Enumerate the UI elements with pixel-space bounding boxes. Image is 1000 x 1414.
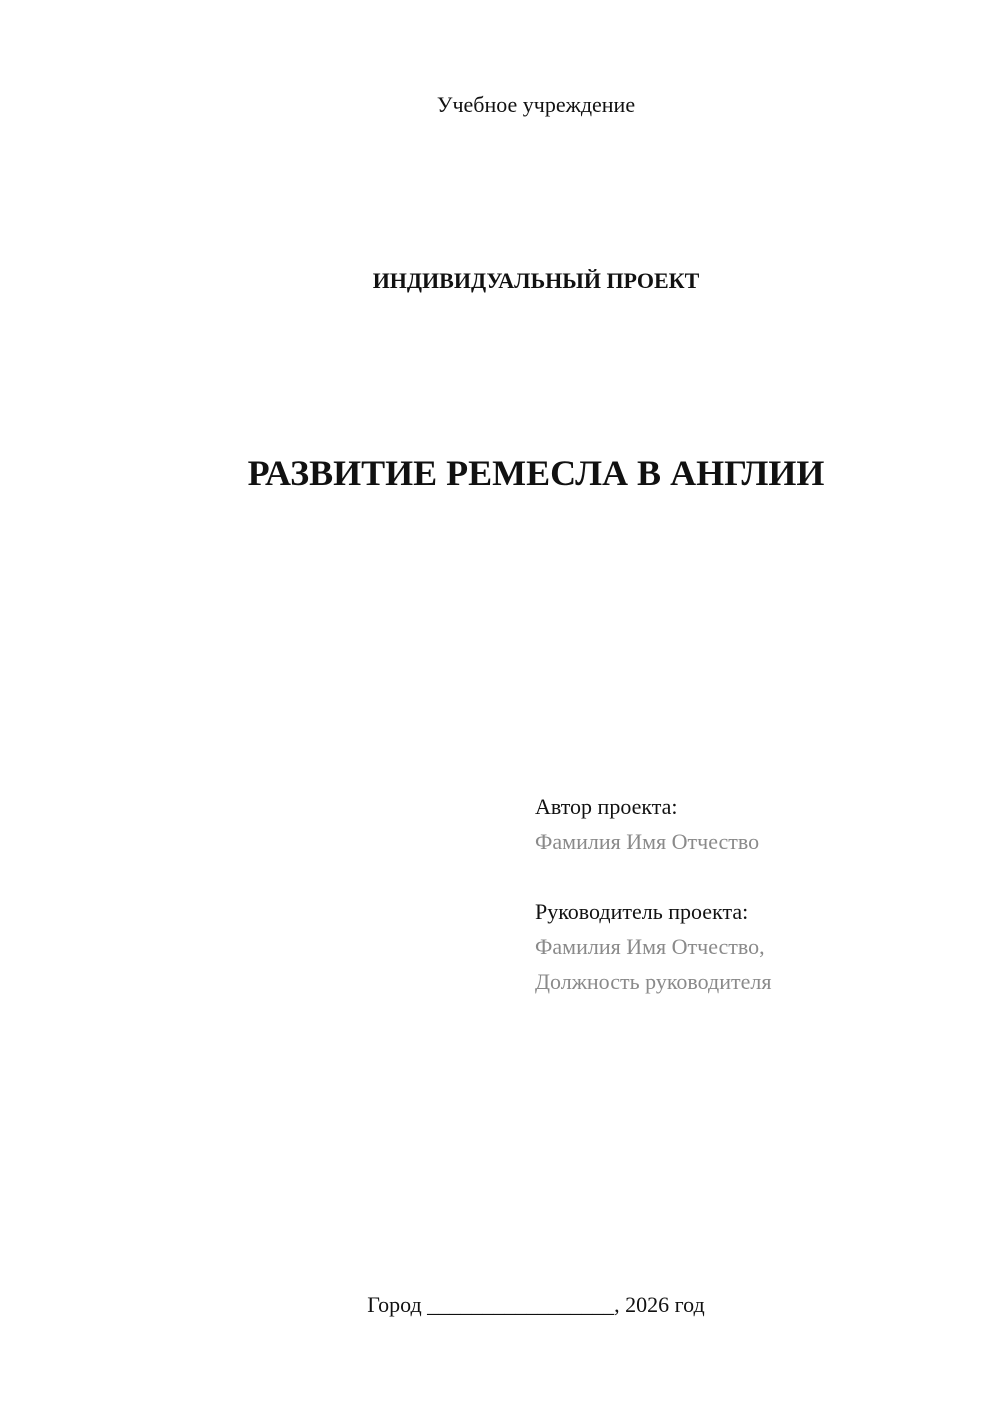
author-label: Автор проекта: <box>535 794 678 819</box>
author-name: Фамилия Имя Отчество <box>535 829 760 854</box>
document-type: ИНДИВИДУАЛЬНЫЙ ПРОЕКТ <box>372 268 700 293</box>
document-title: РАЗВИТИЕ РЕМЕСЛА В АНГЛИИ <box>247 453 825 493</box>
author-block <box>535 789 771 859</box>
supervisor-position: Должность руководителя <box>535 969 772 994</box>
supervisor-block <box>535 894 771 999</box>
institution-name: Учебное учреждение <box>436 92 636 117</box>
city-year-line: Город _________________, 2026 год <box>367 1292 705 1317</box>
credits-block <box>535 789 771 1034</box>
supervisor-name: Фамилия Имя Отчество, <box>535 934 765 959</box>
supervisor-label: Руководитель проекта: <box>535 899 749 924</box>
